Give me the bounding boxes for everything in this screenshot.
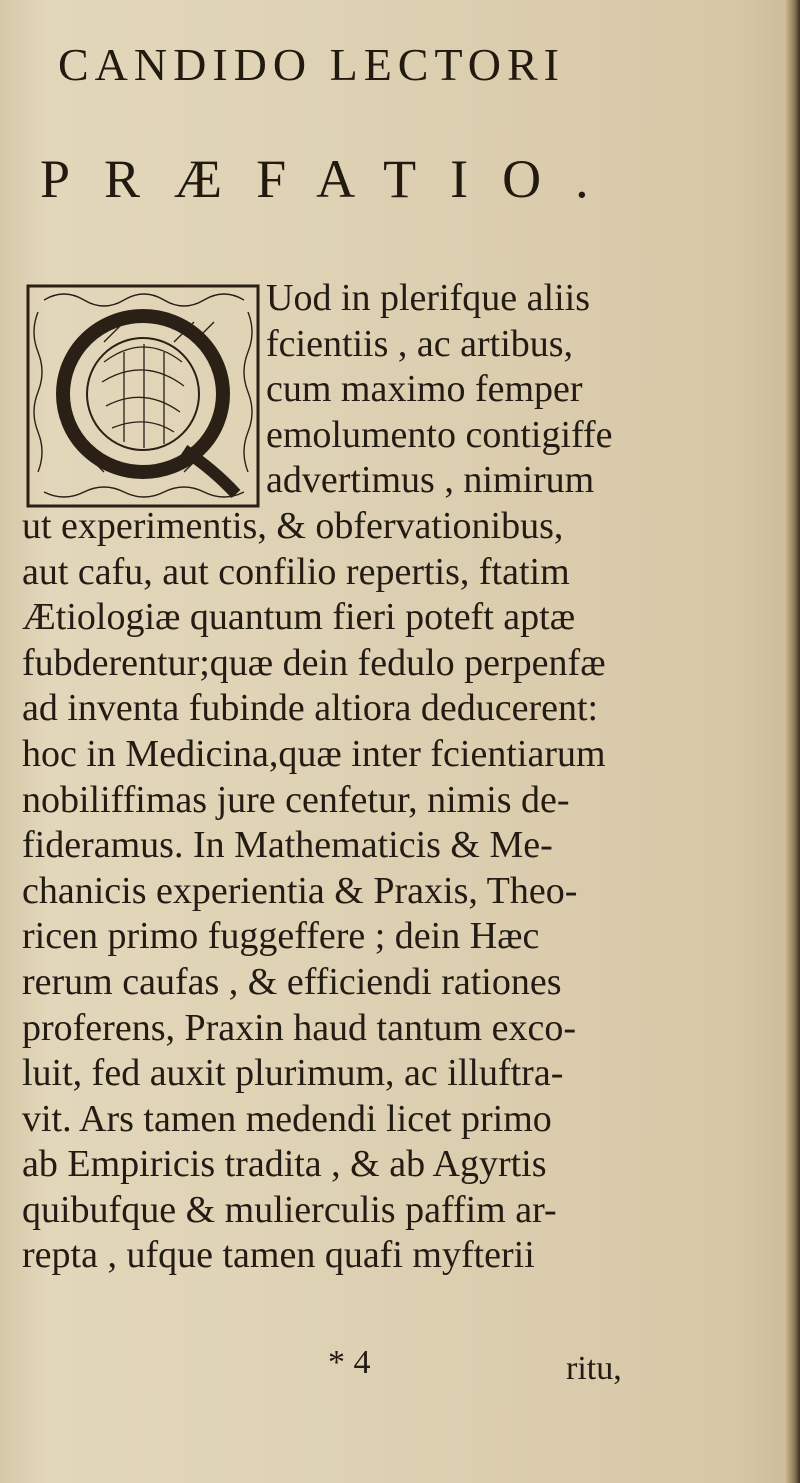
book-spine-edge [786,0,800,1483]
text-line: advertimus , nimirum [266,459,595,502]
text-line: fideramus. In Mathematicis & Me- [22,824,553,867]
text-line: luit, fed auxit plurimum, ac illuftra- [22,1052,564,1095]
signature-mark: * 4 [328,1344,371,1381]
text-line: Uod in plerifque aliis [266,277,590,319]
text-line: nobiliffimas jure cenfetur, nimis de- [22,778,570,821]
text-line: quibufque & mulierculis paffim ar- [22,1188,557,1231]
preface-title: PRÆFATIO. [40,149,623,209]
text-line: cum maximo femper [266,368,583,411]
catchword: ritu, [566,1350,622,1387]
text-line: Ætiologiæ quantum fieri poteft aptæ [22,596,576,639]
text-line: repta , ufque tamen quafi myfterii [22,1234,535,1277]
text-line: ab Empiricis tradita , & ab Agyrtis [22,1143,547,1186]
preface-body-text [22,276,662,1279]
text-line: aut cafu, aut confilio repertis, ftatim [22,550,570,593]
text-line: ricen primo fuggeffere ; dein Hæc [22,915,540,958]
text-line: hoc in Medicina,quæ inter fcientiarum [22,732,606,775]
text-line: vit. Ars tamen medendi licet primo [22,1097,552,1140]
text-line: ut experimentis, & obfervationibus, [22,504,564,547]
text-line: ad inventa fubinde altiora deducerent: [22,687,599,730]
text-line: fubderentur;quæ dein fedulo perpenfæ [22,641,606,684]
text-line: fcientiis , ac artibus, [266,322,574,365]
text-line: rerum caufas , & efficiendi rationes [22,960,562,1003]
text-line: proferens, Praxin haud tantum exco- [22,1006,576,1049]
text-line: emolumento contigiffe [266,413,613,456]
text-line: chanicis experientia & Praxis, Theo- [22,869,578,912]
page-heading: CANDIDO LECTORI [58,39,565,90]
